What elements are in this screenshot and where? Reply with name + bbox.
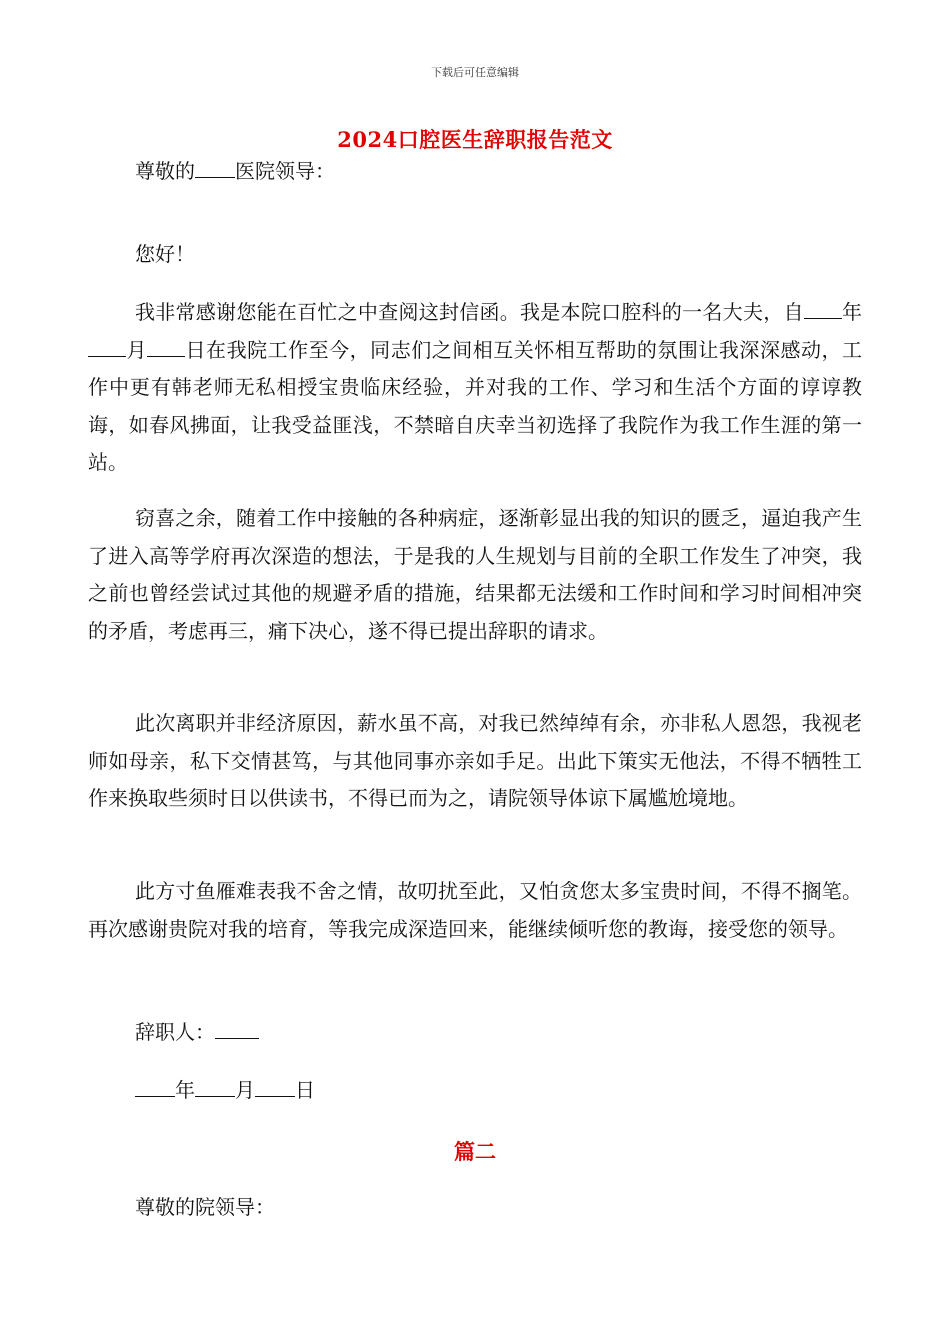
blank-hospital bbox=[195, 176, 235, 178]
blank-date-year bbox=[135, 1095, 175, 1097]
signature-line bbox=[88, 1014, 862, 1052]
paragraph-3: 此次离职并非经济原因，薪水虽不高，对我已然绰绰有余，亦非私人恩怨，我视老师如母亲，私下交情甚笃，与其他同事亦亲如手足。出此下策实无他法，不得不牺牲工作来换取些须时日以供读书，不得已而为之，请院领导体谅下属尴尬境地。 bbox=[88, 711, 862, 810]
salutation bbox=[88, 153, 862, 191]
date-day-label: 日 bbox=[295, 1078, 315, 1102]
signature-label: 辞职人： bbox=[135, 1020, 215, 1044]
salutation-after: 医院领导： bbox=[235, 159, 335, 183]
page-header: 下载后可任意编辑 bbox=[431, 66, 519, 79]
paragraph-1-year: 年 bbox=[841, 300, 862, 324]
paragraph-1-month: 月 bbox=[126, 337, 148, 362]
document-title: 2024口腔医生辞职报告范文 bbox=[337, 127, 613, 152]
section-2-title: 篇二 bbox=[454, 1139, 496, 1164]
paragraph-2: 窃喜之余，随着工作中接触的各种病症，逐渐彰显出我的知识的匮乏，逼迫我产生了进入高等学府再次深造的想法，于是我的人生规划与目前的全职工作发生了冲突，我之前也曾经尝试过其他的规避矛盾的措施，结果都无法缓和工作时间和学习时间相冲突的矛盾，考虑再三，痛下决心，遂不得已提出辞职的请求。 bbox=[88, 506, 862, 643]
greeting: 您好！ bbox=[135, 242, 195, 266]
salutation-2: 尊敬的院领导： bbox=[135, 1195, 275, 1219]
date-month-label: 月 bbox=[235, 1078, 255, 1102]
paragraph-1-intro: 我非常感谢您能在百忙之中查阅这封信函。我是本院口腔科的一名大夫，自 bbox=[135, 300, 804, 324]
blank-date-day bbox=[255, 1095, 295, 1097]
salutation-before: 尊敬的 bbox=[135, 159, 195, 183]
date-line bbox=[88, 1072, 862, 1110]
blank-day bbox=[147, 355, 185, 357]
date-year-label: 年 bbox=[175, 1078, 195, 1102]
blank-month bbox=[88, 355, 126, 357]
blank-year bbox=[804, 317, 842, 319]
blank-date-month bbox=[195, 1095, 235, 1097]
paragraph-4: 此方寸鱼雁难表我不舍之情，故叨扰至此，又怕贪您太多宝贵时间，不得不搁笔。再次感谢贵院对我的培育，等我完成深造回来，能继续倾听您的教诲，接受您的领导。 bbox=[88, 879, 862, 941]
blank-signature bbox=[215, 1037, 259, 1039]
paragraph-1-body: 日在我院工作至今，同志们之间相互关怀相互帮助的氛围让我深深感动，工作中更有韩老师无私相授宝贵临床经验，并对我的工作、学习和生活个方面的谆谆教诲，如春风拂面，让我受益匪浅，不禁暗自庆幸当初选择了我院作为我工作生涯的第一站。 bbox=[88, 337, 863, 474]
paragraph-1 bbox=[88, 294, 862, 482]
